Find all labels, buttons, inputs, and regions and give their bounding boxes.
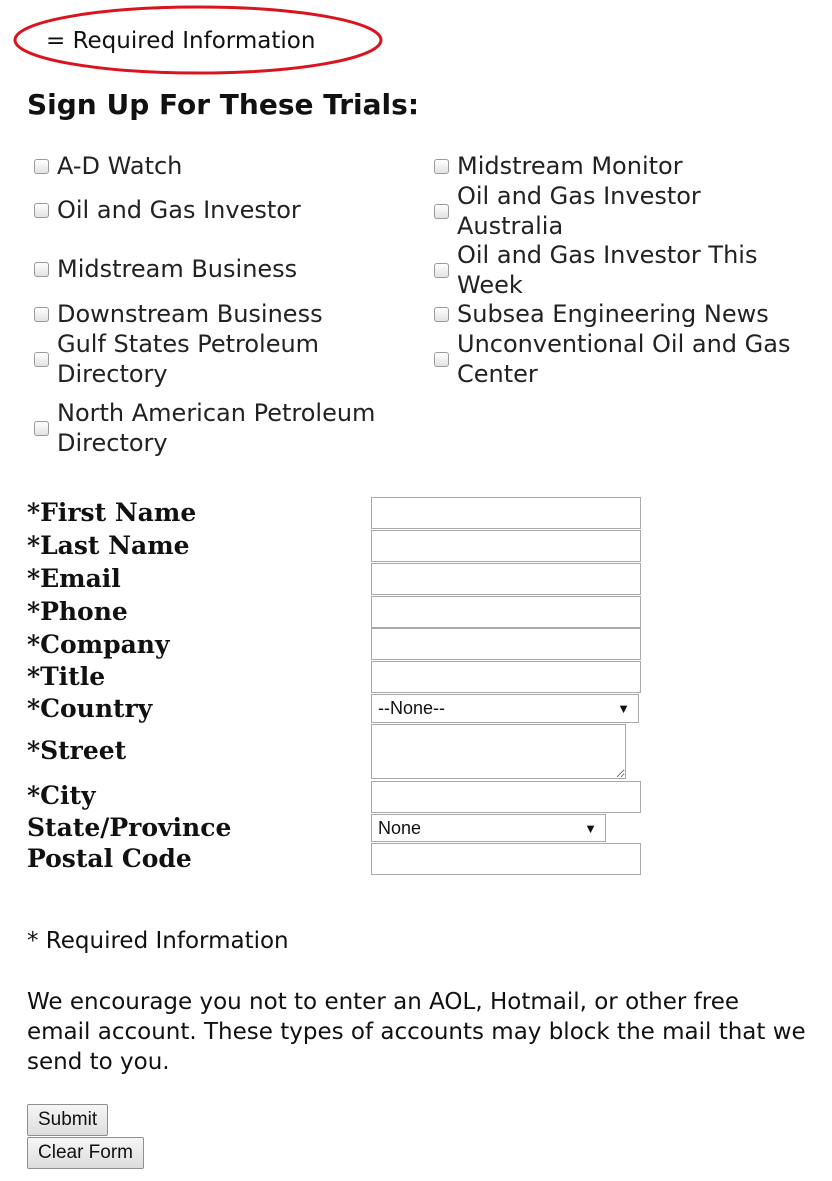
postal-code-input[interactable] bbox=[371, 843, 641, 875]
checkbox[interactable] bbox=[34, 421, 49, 436]
trial-label: Unconventional Oil and Gas Center bbox=[457, 330, 791, 388]
trial-label: Oil and Gas Investor bbox=[57, 196, 301, 224]
title-label: *Title bbox=[27, 662, 106, 691]
email-label: *Email bbox=[27, 564, 121, 593]
trial-checkbox-item[interactable] bbox=[434, 240, 804, 300]
postal-code-label: Postal Code bbox=[27, 844, 192, 873]
checkbox[interactable] bbox=[434, 352, 449, 367]
company-label: *Company bbox=[27, 630, 170, 659]
trial-checkbox-item[interactable] bbox=[34, 151, 394, 181]
trial-checkbox-item[interactable] bbox=[434, 151, 814, 181]
country-label: *Country bbox=[27, 694, 153, 723]
country-selected-value: --None-- bbox=[378, 698, 446, 718]
submit-button[interactable]: Submit bbox=[27, 1104, 108, 1136]
checkbox[interactable] bbox=[434, 307, 449, 322]
trial-label: Midstream Monitor bbox=[457, 152, 683, 180]
trial-label: Oil and Gas Investor Australia bbox=[457, 182, 701, 240]
trial-label: A-D Watch bbox=[57, 152, 183, 180]
first-name-input[interactable] bbox=[371, 497, 641, 529]
state-selected-value: None bbox=[378, 817, 422, 838]
required-info-note: = Required Information bbox=[46, 28, 316, 54]
trial-label: Midstream Business bbox=[57, 255, 298, 283]
title-input[interactable] bbox=[371, 661, 641, 693]
street-textarea[interactable] bbox=[371, 724, 626, 779]
trial-checkbox-item[interactable] bbox=[34, 299, 414, 329]
checkbox[interactable] bbox=[434, 263, 449, 278]
trial-label: Downstream Business bbox=[57, 300, 323, 328]
trial-checkbox-item[interactable] bbox=[34, 398, 414, 458]
clear-form-button[interactable]: Clear Form bbox=[27, 1137, 144, 1169]
checkbox[interactable] bbox=[34, 159, 49, 174]
checkbox[interactable] bbox=[34, 352, 49, 367]
trial-label: Gulf States Petroleum Directory bbox=[57, 330, 320, 388]
required-footnote: * Required Information bbox=[27, 928, 289, 954]
city-input[interactable] bbox=[371, 781, 641, 813]
trial-checkbox-item[interactable] bbox=[34, 254, 394, 284]
checkbox[interactable] bbox=[34, 307, 49, 322]
street-label: *Street bbox=[27, 736, 127, 765]
trial-checkbox-item[interactable] bbox=[34, 195, 394, 225]
section-title: Sign Up For These Trials: bbox=[27, 88, 420, 121]
country-select[interactable] bbox=[371, 694, 639, 723]
phone-label: *Phone bbox=[27, 597, 128, 626]
first-name-label: *First Name bbox=[27, 498, 197, 527]
dropdown-arrow-icon: ▼ bbox=[617, 701, 630, 716]
last-name-input[interactable] bbox=[371, 530, 641, 562]
trial-label: North American Petroleum Directory bbox=[57, 399, 376, 457]
state-province-select[interactable] bbox=[371, 814, 606, 842]
trial-checkbox-item[interactable] bbox=[34, 329, 364, 389]
checkbox[interactable] bbox=[34, 203, 49, 218]
checkbox[interactable] bbox=[434, 204, 449, 219]
trial-label: Oil and Gas Investor This Week bbox=[457, 241, 758, 299]
state-province-label: State/Province bbox=[27, 813, 232, 842]
trial-checkbox-item[interactable] bbox=[434, 299, 824, 329]
checkbox[interactable] bbox=[434, 159, 449, 174]
email-input[interactable] bbox=[371, 563, 641, 595]
last-name-label: *Last Name bbox=[27, 531, 190, 560]
trial-label: Subsea Engineering News bbox=[457, 300, 769, 328]
phone-input[interactable] bbox=[371, 596, 641, 628]
trial-checkbox-item[interactable] bbox=[434, 329, 824, 389]
checkbox[interactable] bbox=[34, 262, 49, 277]
email-notice: We encourage you not to enter an AOL, Hotmail, or other free email account. These types of accounts may block the mail that we send to you. bbox=[27, 989, 806, 1075]
dropdown-arrow-icon: ▼ bbox=[584, 820, 597, 836]
city-label: *City bbox=[27, 781, 96, 810]
company-input[interactable] bbox=[371, 628, 641, 660]
trial-checkbox-item[interactable] bbox=[434, 181, 734, 241]
